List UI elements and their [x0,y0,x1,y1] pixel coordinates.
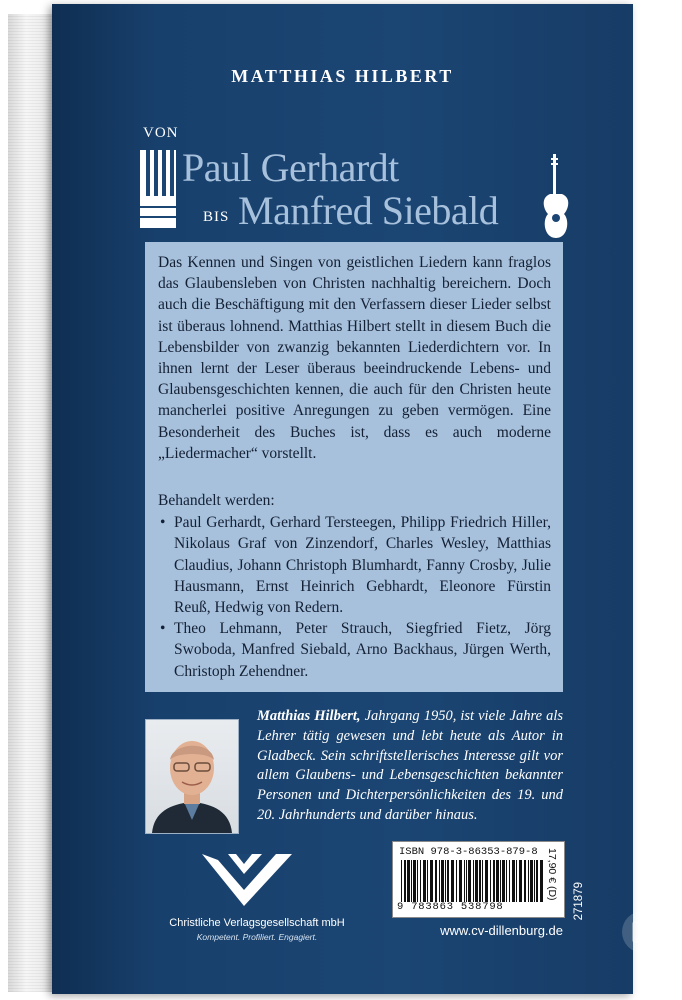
barcode-bars [401,860,541,902]
poet-list [158,512,551,682]
blurb-panel [145,242,563,692]
title-to-word: BIS [203,209,230,225]
list-item: • Theo Lehmann, Peter Strauch, Siegfried Fietz, Jörg Swoboda, Manfred Siebald, Arno Backhaus, Jürgen Werth, Christoph Zehendner. [158,618,551,682]
author-bio-name: Matthias Hilbert, [257,708,361,724]
watermark-text: leseplatz.de [654,689,681,824]
book-back-cover [52,4,681,994]
publisher-logo-icon [192,844,302,914]
book-description: Das Kennen und Singen von geistlichen Liedern kann fraglos das Glaubensleben von Christen nachhaltig bereichern. Doch auch die Beschäftigung mit den Verfassern dieser Lieder selbst ist überaus lohnend. Matthias Hilbert stellt in diesem Buch die Lebensbilder von zwanzig bekannten Liederdichtern vor. In ihnen lernt der Leser überaus beeindruckende Lebens- und Glaubensgeschichten kennen, die auch für den Christen heute mancherlei positive Anregungen zu geben vermögen. Eine Besonderheit des Buches ist, dass es auch moderne „Liedermacher“ vorstellt. [158,254,551,462]
barcode-digits: 9 783863 538798 [397,901,504,913]
piano-keys-icon [140,150,176,228]
list-item: • Paul Gerhardt, Gerhard Tersteegen, Philipp Friedrich Hiller, Nikolaus Graf von Zinzendorf, Charles Wesley, Matthias Claudius, Johann Christoph Blumhardt, Fanny Crosby, Julie Hausmann, Ernst Heinrich Gebhardt, Eleonore Fürstin Reuß, Hedwig von Redern. [158,512,551,618]
author-name: MATTHIAS HILBERT [231,66,454,86]
isbn-label: ISBN 978-3-86353-879-8 [399,846,538,858]
author-bio-text: Jahrgang 1950, ist viele Jahre als Lehrer tätig gewesen und lebt heute als Autor in Gladbeck. Sein schriftstellerisches Interesse gilt vor allem Glaubens- und Lebensgeschichten bekannter Personen und Dichterpersönlichkeiten des 19. und 20. Jahrhunderts und darüber hinaus. [257,708,563,823]
title-from-word: VON [143,125,179,141]
watermark-book-icon [620,909,666,955]
publisher-name: Christliche Verlagsgesellschaft mbH [169,917,345,929]
author-bio [257,707,563,826]
author-photo [145,719,239,834]
barcode [392,841,565,918]
list-intro: Behandelt werden: [158,492,275,510]
publisher-slogan: Kompetent. Profiliert. Engagiert. [196,932,318,942]
title-line-2: Manfred Siebald [238,188,499,233]
publisher-website: www.cv-dillenburg.de [440,923,563,938]
price-label: 17,90 € (D) [546,848,558,901]
article-number: 271879 [573,882,585,921]
guitar-icon [542,154,570,240]
title-line-1: Paul Gerhardt [182,145,399,190]
